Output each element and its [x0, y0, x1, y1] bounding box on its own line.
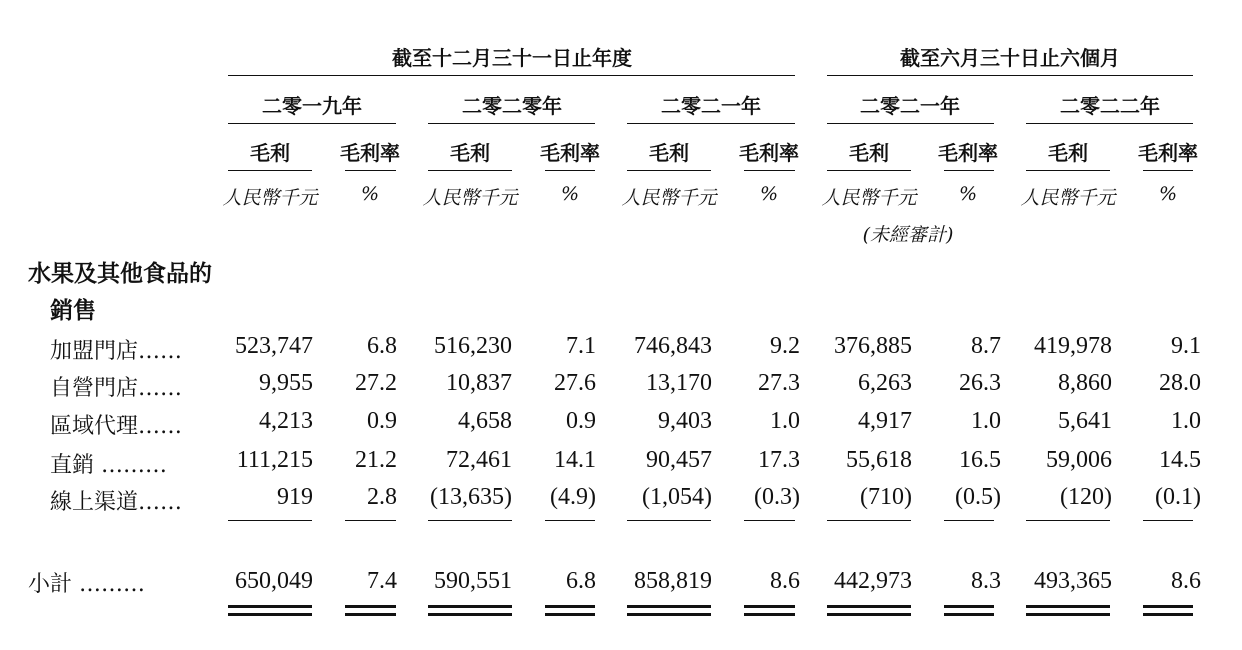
row-label: 區域代理……: [50, 414, 183, 439]
margin-cell: 9.1: [1171, 333, 1201, 359]
gross-profit-cell: 9,403: [658, 408, 712, 434]
sum-rule: [1143, 520, 1193, 521]
total-double-rule: [228, 605, 312, 608]
margin-cell: 26.3: [959, 370, 1001, 396]
col-gross-profit: 毛利: [649, 141, 689, 165]
unaudited-note: (未經審計): [862, 224, 954, 246]
annual-group-rule: [228, 75, 795, 76]
unit-pct: %: [560, 183, 580, 205]
year-rule-2020: [428, 123, 595, 124]
col-rule: [944, 170, 994, 171]
total-double-rule: [944, 605, 994, 608]
margin-cell: 28.0: [1159, 370, 1201, 396]
gross-profit-cell: 516,230: [434, 333, 512, 359]
col-rule: [228, 170, 312, 171]
subtotal-gross-profit-cell: 858,819: [634, 568, 712, 594]
margin-cell: 0.9: [566, 408, 596, 434]
sum-rule: [627, 520, 711, 521]
gross-profit-cell: 90,457: [646, 447, 712, 473]
total-double-rule: [228, 613, 312, 616]
total-double-rule: [627, 605, 711, 608]
interim-group-rule: [827, 75, 1193, 76]
margin-cell: (0.3): [754, 484, 800, 510]
gross-profit-cell: 8,860: [1058, 370, 1112, 396]
annual-group-header: 截至十二月三十一日止年度: [392, 46, 632, 70]
sum-rule: [827, 520, 911, 521]
margin-cell: 8.7: [971, 333, 1001, 359]
row-label: 直銷 ………: [50, 453, 167, 478]
col-rule: [428, 170, 512, 171]
total-double-rule: [827, 613, 911, 616]
year-rule-2021-h1: [827, 123, 994, 124]
total-double-rule: [627, 613, 711, 616]
unit-pct: %: [958, 183, 978, 205]
margin-cell: 2.8: [367, 484, 397, 510]
sum-rule: [1026, 520, 1110, 521]
col-rule: [744, 170, 795, 171]
sum-rule: [428, 520, 512, 521]
margin-cell: 0.9: [367, 408, 397, 434]
col-rule: [345, 170, 396, 171]
year-header-2019: 二零一九年: [262, 94, 362, 118]
total-double-rule: [744, 613, 795, 616]
total-double-rule: [944, 613, 994, 616]
gross-profit-cell: 5,641: [1058, 408, 1112, 434]
col-gross-profit: 毛利: [849, 141, 889, 165]
sum-rule: [944, 520, 994, 521]
total-double-rule: [545, 613, 595, 616]
sum-rule: [744, 520, 795, 521]
unit-pct: %: [1158, 183, 1178, 205]
margin-cell: 27.6: [554, 370, 596, 396]
sum-rule: [228, 520, 312, 521]
unit-rmb: 人民幣千元: [821, 187, 917, 209]
subtotal-margin-cell: 8.3: [971, 568, 1001, 594]
gross-profit-cell: 376,885: [834, 333, 912, 359]
gross-profit-cell: 9,955: [259, 370, 313, 396]
sum-rule: [545, 520, 595, 521]
col-gross-profit: 毛利: [450, 141, 490, 165]
subtotal-gross-profit-cell: 442,973: [834, 568, 912, 594]
margin-cell: 14.5: [1159, 447, 1201, 473]
margin-cell: (0.1): [1155, 484, 1201, 510]
margin-cell: 27.2: [355, 370, 397, 396]
gross-profit-cell: 55,618: [846, 447, 912, 473]
gross-profit-cell: 72,461: [446, 447, 512, 473]
gross-profit-cell: (1,054): [642, 484, 712, 510]
subtotal-margin-cell: 7.4: [367, 568, 397, 594]
row-label: 加盟門店……: [50, 339, 183, 364]
total-double-rule: [1143, 613, 1193, 616]
total-double-rule: [345, 613, 396, 616]
gross-profit-cell: 4,917: [858, 408, 912, 434]
total-double-rule: [345, 605, 396, 608]
gross-profit-cell: 59,006: [1046, 447, 1112, 473]
sum-rule: [345, 520, 396, 521]
gross-profit-cell: 919: [277, 484, 313, 510]
total-double-rule: [827, 605, 911, 608]
total-double-rule: [428, 605, 512, 608]
year-rule-2021: [627, 123, 795, 124]
subtotal-margin-cell: 6.8: [566, 568, 596, 594]
col-gross-profit: 毛利: [1048, 141, 1088, 165]
margin-cell: 27.3: [758, 370, 800, 396]
margin-cell: 1.0: [971, 408, 1001, 434]
gross-profit-cell: 4,658: [458, 408, 512, 434]
subtotal-gross-profit-cell: 493,365: [1034, 568, 1112, 594]
col-margin: 毛利率: [938, 141, 998, 165]
gross-profit-cell: 13,170: [646, 370, 712, 396]
year-rule-2022-h1: [1026, 123, 1193, 124]
subtotal-gross-profit-cell: 590,551: [434, 568, 512, 594]
unit-rmb: 人民幣千元: [422, 187, 518, 209]
year-rule-2019: [228, 123, 396, 124]
total-double-rule: [744, 605, 795, 608]
gross-profit-cell: 746,843: [634, 333, 712, 359]
total-double-rule: [1143, 605, 1193, 608]
col-margin: 毛利率: [540, 141, 600, 165]
unit-rmb: 人民幣千元: [1020, 187, 1116, 209]
col-rule: [545, 170, 595, 171]
margin-cell: 14.1: [554, 447, 596, 473]
margin-cell: 1.0: [770, 408, 800, 434]
unit-pct: %: [360, 183, 380, 205]
gross-profit-cell: 4,213: [259, 408, 313, 434]
gross-profit-cell: 419,978: [1034, 333, 1112, 359]
row-label: 自營門店……: [50, 376, 183, 401]
gross-profit-cell: 10,837: [446, 370, 512, 396]
total-double-rule: [1026, 605, 1110, 608]
total-double-rule: [545, 605, 595, 608]
subtotal-margin-cell: 8.6: [1171, 568, 1201, 594]
margin-cell: 6.8: [367, 333, 397, 359]
col-gross-profit: 毛利: [250, 141, 290, 165]
col-rule: [1143, 170, 1193, 171]
col-rule: [627, 170, 711, 171]
col-rule: [827, 170, 911, 171]
unit-pct: %: [759, 183, 779, 205]
subtotal-label: 小計 ………: [28, 572, 145, 597]
gross-profit-cell: (13,635): [430, 484, 512, 510]
total-double-rule: [1026, 613, 1110, 616]
gross-profit-cell: (710): [860, 484, 912, 510]
margin-cell: (0.5): [955, 484, 1001, 510]
col-margin: 毛利率: [739, 141, 799, 165]
margin-cell: 21.2: [355, 447, 397, 473]
year-header-2021-h1: 二零二一年: [860, 94, 960, 118]
subtotal-gross-profit-cell: 650,049: [235, 568, 313, 594]
gross-profit-cell: (120): [1060, 484, 1112, 510]
margin-cell: 1.0: [1171, 408, 1201, 434]
section-title: 水果及其他食品的: [28, 260, 212, 287]
col-margin: 毛利率: [340, 141, 400, 165]
margin-cell: 9.2: [770, 333, 800, 359]
col-rule: [1026, 170, 1110, 171]
year-header-2021: 二零二一年: [661, 94, 761, 118]
total-double-rule: [428, 613, 512, 616]
unit-rmb: 人民幣千元: [222, 187, 318, 209]
col-margin: 毛利率: [1138, 141, 1198, 165]
gross-profit-cell: 523,747: [235, 333, 313, 359]
year-header-2020: 二零二零年: [462, 94, 562, 118]
gross-profit-cell: 111,215: [236, 447, 313, 473]
margin-cell: (4.9): [550, 484, 596, 510]
margin-cell: 17.3: [758, 447, 800, 473]
subtotal-margin-cell: 8.6: [770, 568, 800, 594]
section-title-cont: 銷售: [50, 297, 96, 324]
interim-group-header: 截至六月三十日止六個月: [900, 46, 1120, 70]
margin-cell: 7.1: [566, 333, 596, 359]
year-header-2022-h1: 二零二二年: [1060, 94, 1160, 118]
gross-profit-cell: 6,263: [858, 370, 912, 396]
unit-rmb: 人民幣千元: [621, 187, 717, 209]
margin-cell: 16.5: [959, 447, 1001, 473]
row-label: 線上渠道……: [50, 490, 183, 515]
